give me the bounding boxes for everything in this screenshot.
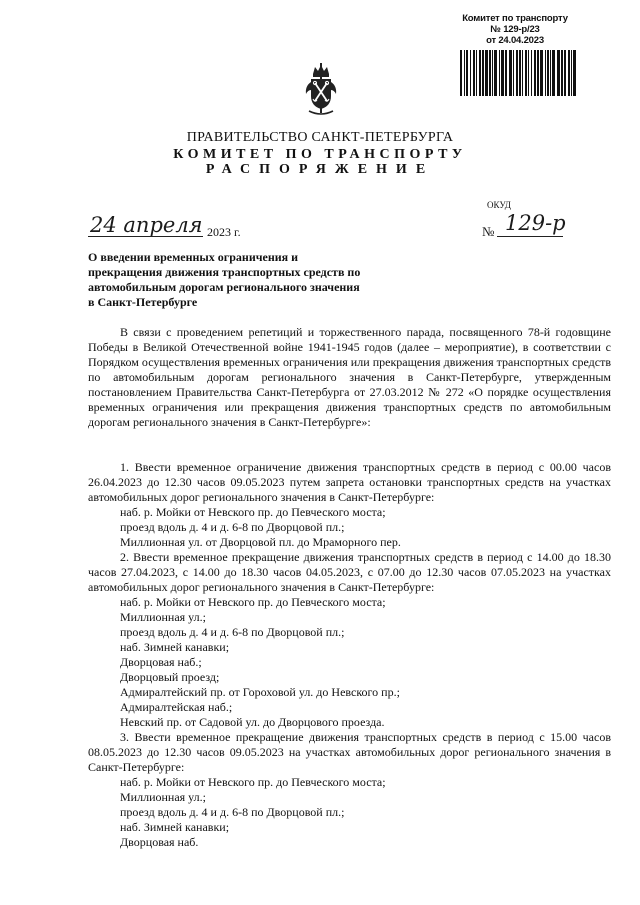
list-item: Миллионная ул.; [120, 610, 206, 624]
list-item: проезд вдоль д. 4 и д. 6-8 по Дворцовой пл.; [120, 520, 345, 534]
section-3-text: 3. Ввести временное прекращение движения транспортных средств в период с 15.00 часов 08.05.2023 до 12.30 часов 09.05.2023 на участках автомобильных дорог регионального значения в Санкт-Петербурге: [88, 730, 611, 774]
committee-name: КОМИТЕТ ПО ТРАНСПОРТУ [173, 147, 467, 162]
list-item: проезд вдоль д. 4 и д. 6-8 по Дворцовой пл.; [120, 625, 345, 639]
list-item: Дворцовый проезд; [120, 670, 220, 684]
list-item: Миллионная ул.; [120, 790, 206, 804]
document-title: О введении временных ограничения и прекращения движения транспортных средств по автомобильным дорогам регионального значения в Санкт-Петербурге [88, 250, 361, 309]
section-1-text: 1. Ввести временное ограничение движения транспортных средств в период с 00.00 часов 26.04.2023 до 12.30 часов 09.05.2023 путем запрета остановки транспортных средств на участках автомобильных дорог регионального значения в Санкт-Петербурге: [88, 460, 611, 504]
number-underline [497, 236, 563, 237]
okud-label: ОКУД [487, 200, 511, 210]
list-item: Миллионная ул. от Дворцовой пл. до Мраморного пер. [120, 535, 401, 549]
document-type: РАСПОРЯЖЕНИЕ [205, 162, 435, 177]
list-item: наб. р. Мойки от Невского пр. до Певческого моста; [120, 505, 386, 519]
handwritten-date: 24 апреля [90, 213, 203, 237]
section-2-text: 2. Ввести временное прекращение движения транспортных средств в период с 14.00 до 18.30 часов 27.04.2023, с 14.00 до 18.30 часов 04.05.2023, с 07.00 до 12.30 часов 07.05.2023 на участках автомобильных дорог регионального значения в Санкт-Петербурге: [88, 550, 611, 594]
list-item: Дворцовая наб. [120, 835, 199, 849]
coat-of-arms-emblem [304, 62, 338, 118]
list-item: наб. р. Мойки от Невского пр. до Певческого моста; [120, 595, 386, 609]
barcode [460, 50, 578, 96]
list-item: наб. Зимней канавки; [120, 640, 230, 654]
list-item: Невский пр. от Садовой ул. до Дворцового проезда. [120, 715, 385, 729]
intro-paragraph: В связи с проведением репетиций и торжественного парада, посвященного 78-й годовщине Победы в Великой Отечественной войне 1941-1945 годов (далее – мероприятие), в соответствии с Порядком осуществления временных ограничения или прекращения движения транспортных средств по автомобильным дорогам регионального значения в Санкт-Петербурге, утвержденным постановлением Правительства Санкт-Петербурга от 27.03.2012 № 272 «О порядке осуществления временных ограничения или прекращения движения транспортных средств по автомобильным дорогам регионального значения в Санкт-Петербурге»: [88, 325, 611, 429]
handwritten-number: 129-р [505, 211, 566, 235]
stamp-number: № 129-р/23 [490, 24, 540, 35]
registration-stamp [440, 13, 590, 46]
stamp-committee: Комитет по транспорту [462, 13, 568, 24]
number-prefix: № [482, 224, 495, 239]
list-item: Адмиралтейская наб.; [120, 700, 233, 714]
list-item: наб. Зимней канавки; [120, 820, 230, 834]
stamp-date: от 24.04.2023 [486, 35, 544, 46]
government-name: ПРАВИТЕЛЬСТВО САНКТ-ПЕТЕРБУРГА [186, 130, 454, 145]
list-item: проезд вдоль д. 4 и д. 6-8 по Дворцовой пл.; [120, 805, 345, 819]
date-year: 2023 г. [207, 225, 241, 239]
list-item: Адмиралтейский пр. от Гороховой ул. до Невского пр.; [120, 685, 400, 699]
list-item: Дворцовая наб.; [120, 655, 202, 669]
list-item: наб. р. Мойки от Невского пр. до Певческого моста; [120, 775, 386, 789]
date-underline [88, 236, 203, 237]
